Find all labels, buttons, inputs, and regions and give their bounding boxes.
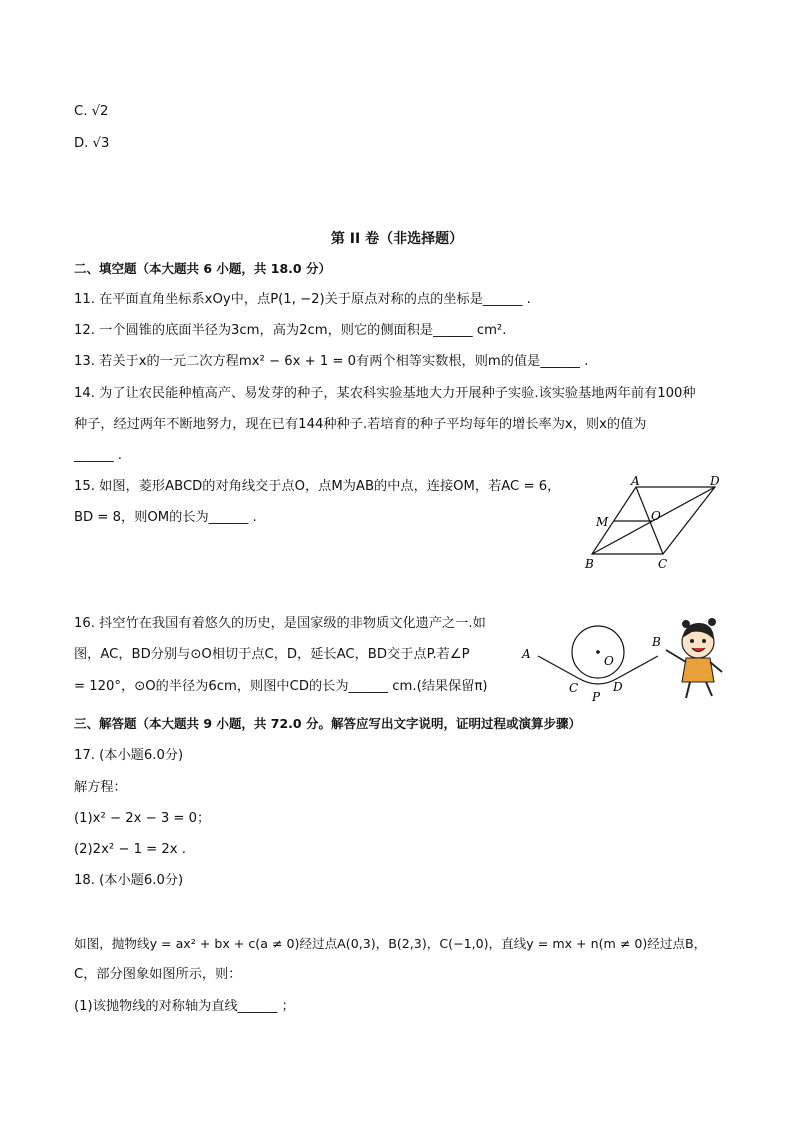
question-16-line-3: = 120°，⊙O的半径为6cm，则图中CD的长为______ cm.(结果保留π) [74, 679, 488, 694]
rhombus-label-b: B [585, 557, 594, 571]
question-17-part-1: (1)x² − 2x − 3 = 0； [74, 811, 211, 826]
cartoon-child-illustration [666, 618, 722, 698]
rhombus-label-d: D [710, 476, 720, 488]
question-18-line-1: 如图，抛物线y = ax² + bx + c(a ≠ 0)经过点A(0,3)，B(2,3)，C(−1,0)，直线y = mx + n(m ≠ 0)经过点B， [74, 936, 707, 951]
question-14-line-2: 种子，经过两年不断地努力，现在已有144种种子.若培育的种子平均每年的增长率为x，则x的值为 [74, 417, 647, 432]
diabolo-figure [516, 610, 726, 705]
question-17-intro: 解方程： [74, 780, 127, 795]
question-17-part-2: (2)2x² − 1 = 2x . [74, 842, 186, 857]
question-18-line-2: C，部分图象如图所示，则： [74, 967, 242, 982]
diabolo-label-o: O [604, 654, 614, 668]
question-13: 13. 若关于x的一元二次方程mx² − 6x + 1 = 0有两个相等实数根，则m的值是______ . [74, 354, 589, 369]
rhombus-label-c: C [658, 557, 668, 571]
diabolo-label-p: P [592, 690, 601, 704]
question-14-line-3: ______ . [74, 448, 122, 463]
question-14-line-1: 14. 为了让农民能种植高产、易发芽的种子，某农科实验基地大力开展种子实验.该实验基地两年前有100种 [74, 386, 696, 401]
diabolo-label-d: D [613, 680, 623, 694]
question-18-part-1: (1)该抛物线的对称轴为直线______ ； [74, 999, 295, 1014]
section-2-title: 第 II 卷（非选择题） [330, 231, 464, 247]
question-16-line-1: 16. 抖空竹在我国有着悠久的历史，是国家级的非物质文化遗产之一.如 [74, 616, 486, 631]
circle-center-dot [596, 650, 600, 654]
question-15-line-2: BD = 8，则OM的长为______ . [74, 510, 257, 525]
question-16-line-2: 图，AC，BD分别与⊙O相切于点C，D，延长AC，BD交于点P.若∠P [74, 647, 470, 662]
rhombus-figure [580, 476, 730, 574]
rhombus-label-a: A [631, 476, 640, 488]
section-2-heading: 二、填空题（本大题共 6 小题，共 18.0 分） [74, 261, 331, 276]
question-17-head: 17. (本小题6.0分) [74, 748, 184, 763]
diabolo-label-c: C [569, 681, 579, 695]
rhombus-label-o: O [651, 509, 661, 523]
diabolo-label-a: A [522, 647, 531, 661]
question-12: 12. 一个圆锥的底面半径为3cm，高为2cm，则它的侧面积是______ cm². [74, 323, 507, 338]
option-d: D. √3 [74, 136, 110, 151]
question-18-head: 18. (本小题6.0分) [74, 873, 184, 888]
rhombus-label-m: M [596, 515, 609, 529]
question-11: 11. 在平面直角坐标系xOy中，点P(1, −2)关于原点对称的点的坐标是______ . [74, 292, 531, 307]
option-c: C. √2 [74, 104, 109, 119]
diabolo-label-b: B [652, 635, 661, 649]
question-15-line-1: 15. 如图，菱形ABCD的对角线交于点O，点M为AB的中点，连接OM，若AC = 6， [74, 479, 561, 494]
section-3-heading: 三、解答题（本大题共 9 小题，共 72.0 分。解答应写出文字说明，证明过程或演算步骤） [74, 716, 581, 731]
